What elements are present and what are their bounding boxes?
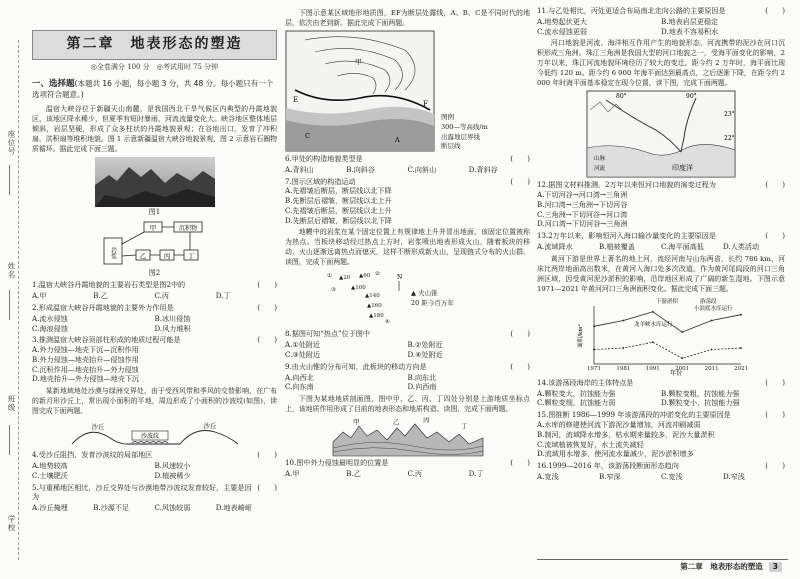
option-c[interactable]: C.流域植被恢复好，水土流失减轻: [537, 439, 644, 449]
option-d[interactable]: D.地表不容易积水: [661, 26, 719, 36]
page-footer: [680, 562, 782, 572]
question-4-options: [32, 461, 277, 481]
option-a[interactable]: A.背斜山: [285, 164, 314, 174]
option-d[interactable]: D.背斜谷: [468, 164, 498, 174]
answer-blank[interactable]: ( ): [257, 280, 277, 290]
margin-label-school: 学校: [7, 515, 16, 532]
option-a[interactable]: A.流水侵蚀: [32, 313, 68, 323]
question-text: 7.图示区域的构造运动: [285, 176, 356, 186]
option-b[interactable]: B.地表岩层更稳定: [661, 16, 719, 26]
chart-point: [652, 311, 654, 313]
chart-point: [652, 341, 654, 343]
question-text: 10.图中外力侵蚀最明显的位置是: [285, 458, 389, 468]
chart-legend-2: 游荡段: [700, 298, 717, 305]
svg-text:甲: 甲: [355, 58, 362, 66]
dune-diagram: [70, 418, 240, 448]
page-number: 3: [769, 562, 782, 572]
question-13: [537, 231, 785, 241]
option-c[interactable]: C.沉积作用—地壳抬升—外力侵蚀: [32, 364, 139, 374]
answer-blank[interactable]: ( ): [765, 6, 785, 15]
option-d[interactable]: D.丁: [215, 291, 231, 301]
option-d[interactable]: D.流域用水增多，使河流水量减少，泥沙淤积增多: [537, 449, 694, 459]
map-lat-1: 23°: [724, 111, 735, 119]
option-b[interactable]: B.窄深: [599, 471, 621, 481]
answer-blank[interactable]: ( ): [765, 410, 785, 420]
svg-text:丁: 丁: [460, 422, 467, 431]
question-8-options: [285, 340, 530, 360]
option-b[interactable]: B.向东北: [407, 372, 437, 382]
option-c[interactable]: C.颗粒变细，抗蚀能力弱: [537, 398, 616, 408]
option-c[interactable]: C.丙: [154, 291, 170, 301]
question-text: 3.推测温宿大峡谷顶部柱形成的地质过程可能是: [32, 335, 181, 345]
chart-y-label: 面积/km²: [578, 324, 584, 348]
rock-cycle-diagram: [100, 220, 210, 268]
question-3-options: [32, 345, 277, 384]
column-right: [537, 4, 785, 482]
chart-point: [740, 314, 742, 316]
section-title: 一、选择题: [32, 78, 75, 89]
answer-blank[interactable]: ( ): [257, 302, 277, 312]
answer-blank[interactable]: ( ): [765, 461, 785, 471]
question-14-options: [537, 389, 785, 409]
svg-text:▲20: ▲20: [339, 275, 351, 282]
legend-volcano: ▲ 火山锥: [411, 289, 438, 298]
svg-text:▲140: ▲140: [365, 293, 380, 300]
question-14: [537, 378, 785, 388]
option-a[interactable]: A.外力侵蚀—地壳下沉—沉积作用: [32, 345, 139, 355]
chart-series-line: [594, 342, 741, 358]
answer-blank[interactable]: ( ): [510, 154, 530, 163]
hotspot-legend: [411, 288, 454, 309]
question-5: [32, 483, 277, 503]
question-text: 11.与乙处相比，丙处更适合布局南北走向公路的主要原因是: [537, 6, 726, 15]
question-12: [537, 180, 785, 190]
option-d[interactable]: D.丁: [468, 468, 484, 478]
option-d[interactable]: D.地壳抬升—外力侵蚀—地壳下沉: [32, 374, 140, 384]
question-7: [285, 177, 530, 187]
question-6-options: [285, 165, 530, 175]
chart-x-tick: 1971: [587, 365, 601, 372]
chart-x-tick: 1981: [616, 365, 631, 372]
chart-point: [711, 348, 713, 350]
option-a[interactable]: A.水库的修建使河流下游泥沙量增加，河流冲刷减弱: [537, 419, 701, 429]
question-text: 13.2万年以来，影响恒河入海口输沙量变化的主要原因是: [537, 231, 716, 241]
option-d[interactable]: D.河口湾→下切河谷→三角洲: [537, 219, 628, 229]
answer-blank[interactable]: ( ): [257, 450, 277, 460]
question-1-options: [32, 291, 277, 301]
exam-meta: ◎全卷满分 100 分 ◎考试用时 75 分钟: [90, 63, 219, 71]
margin-label-seat: 座位号: [7, 130, 16, 156]
question-1: [32, 280, 277, 290]
footer-chapter: 第二章 地表形态的塑造: [680, 561, 763, 571]
answer-blank[interactable]: ( ): [510, 329, 530, 339]
option-b[interactable]: B.乙: [346, 468, 361, 478]
svg-text:▲100: ▲100: [351, 285, 366, 292]
fig2-label-left: 岩浆: [109, 246, 116, 259]
legend-title: 图例: [441, 113, 454, 121]
option-c[interactable]: C.宽浅: [661, 471, 683, 481]
question-12-options: [537, 190, 785, 229]
chart-point: [623, 319, 625, 321]
question-text: 1.温宿大峡谷丹霞地貌的主要岩石类型是图2中的: [32, 280, 186, 290]
svg-text:甲: 甲: [352, 418, 359, 427]
chart-point: [740, 347, 742, 349]
svg-text:乙: 乙: [392, 418, 399, 427]
option-c[interactable]: C.丙: [407, 468, 423, 478]
answer-blank[interactable]: ( ): [510, 361, 530, 371]
option-b[interactable]: B.沙源不足: [93, 503, 130, 513]
question-text: 14.该游荡段海岸的主体特点是: [537, 377, 634, 387]
question-8: [285, 329, 530, 339]
option-c[interactable]: C.流水侵蚀更弱: [537, 26, 587, 36]
question-text: 16.1999—2016 年，该游荡段断面形态趋向: [537, 461, 679, 471]
question-text: 8.据图可知“热点”位于图中: [285, 329, 370, 339]
question-text: 4.受沙丘阻挡，发育沙波纹的局部地区: [32, 450, 153, 460]
option-a[interactable]: A.宽浅: [537, 471, 559, 481]
svg-text:③: ③: [331, 287, 336, 294]
chart-annotation-2: 龙羊峡水库运行: [634, 321, 673, 328]
question-10-options: [285, 469, 530, 479]
option-c[interactable]: C.土壤肥沃: [32, 470, 68, 480]
option-d[interactable]: D.先断层后褶皱，断层线以北下降: [285, 215, 393, 225]
svg-text:②: ②: [375, 271, 380, 278]
passage-3: 下图示意某区域地形地质图，EF为断层处露线，A、B、C是不同时代的地层，依次由老到新。据此完成下面两题。: [285, 9, 530, 27]
geo-map-wrap: [285, 30, 530, 152]
option-a[interactable]: A.甲: [32, 291, 47, 301]
question-7-options: [285, 186, 530, 225]
question-16-options: [537, 472, 785, 482]
answer-blank[interactable]: ( ): [510, 176, 530, 186]
question-text: 2.形成温宿大峡谷丹霞地貌的主要外力作用是: [32, 302, 174, 312]
map-lon-1: 80°: [616, 93, 627, 101]
hotspot-wrap: [325, 269, 530, 327]
option-b[interactable]: B.颗粒变粗，抗蚀能力强: [661, 388, 740, 398]
answer-blank[interactable]: ( ): [765, 231, 785, 241]
option-d[interactable]: D.颗粒变小，抗蚀能力强: [661, 398, 740, 408]
chart-x-tick: 2021: [734, 365, 748, 372]
answer-blank[interactable]: ( ): [765, 180, 785, 190]
svg-text:①: ①: [327, 273, 332, 280]
passage-5: 下图为某地地质剖面图，图中甲、乙、丙、丁四处分别是上游地质坐标点上，该地质作用形成了目前的地表形态和地质构造。读图，完成下面两题。: [285, 395, 530, 414]
question-9-options: [285, 373, 530, 393]
margin-label-class: 班级: [7, 395, 16, 412]
question-2: [32, 303, 277, 313]
option-a[interactable]: A.下切河谷→河口湾→三角洲: [537, 190, 628, 200]
fig2-label-e: 丁: [187, 251, 194, 260]
option-d[interactable]: D.植被稀少: [154, 470, 191, 480]
footer-rule: [537, 559, 788, 560]
delta-area-chart: [576, 296, 746, 376]
answer-blank[interactable]: ( ): [257, 335, 277, 345]
option-a[interactable]: A.流域降水: [537, 242, 573, 252]
question-11-options: [537, 17, 785, 37]
option-a[interactable]: A.地势起伏更大: [537, 16, 587, 26]
option-a[interactable]: A.甲: [285, 468, 300, 478]
question-text: 9.由火山锥的分布可知，此板块的移动方向是: [285, 361, 427, 371]
svg-text:④: ④: [385, 319, 390, 326]
chart-point: [681, 357, 683, 359]
option-b[interactable]: B.植被覆盖: [599, 242, 635, 252]
legend-age: 20 距今百万年: [411, 299, 454, 308]
option-b[interactable]: B.冰川侵蚀: [154, 313, 191, 323]
option-c[interactable]: C.海平面高低: [661, 242, 704, 252]
answer-blank[interactable]: ( ): [510, 458, 530, 468]
chart-x-tick: 2001: [675, 365, 690, 372]
option-c[interactable]: C.③处附近: [285, 350, 321, 360]
map-lon-2: 90°: [686, 93, 697, 101]
question-text: 12.据图文材料推测，2万年以来恒河口地貌的演变过程为: [537, 180, 716, 190]
question-2-options: [32, 314, 277, 334]
chart-point: [593, 348, 595, 350]
question-6: [285, 154, 530, 164]
geologic-map: [285, 30, 435, 152]
option-a[interactable]: A.地势较高: [32, 461, 68, 470]
fig2-label-c: 乙: [139, 251, 146, 260]
geo-map-legend: [441, 113, 488, 152]
svg-text:A: A: [395, 136, 400, 144]
answer-blank[interactable]: ( ): [765, 377, 785, 387]
svg-text:F: F: [423, 100, 428, 108]
svg-text:C: C: [305, 132, 310, 140]
option-b[interactable]: B.先断层后褶皱，断层线以北上升: [285, 196, 392, 206]
svg-text:E: E: [293, 96, 299, 104]
passage-4: 地幔中的岩浆在某个固定位置上有规律地上升并冒出地面，该固定位置被称为热点。当板块移动经过热点上方时，岩浆喷出地表形成火山，随着板块的移动，火山逐渐远离热点而熄灭，这样不断形成新火山，呈现链式分布的火山群。读图，完成下面两题。: [285, 228, 530, 267]
chart-point: [681, 331, 683, 333]
chart-x-tick: 1991: [645, 365, 660, 372]
chart-annotation-1: 小浪底水库运行: [694, 305, 733, 312]
margin-blank: [9, 290, 10, 320]
option-d[interactable]: D.风力堆积: [154, 323, 191, 333]
chart-x-label: 年份: [669, 369, 683, 377]
figure-2-caption: 图2: [148, 268, 161, 277]
option-d[interactable]: D.地表崎岖: [215, 503, 252, 513]
chapter-title: 第二章 地表形态的塑造: [32, 30, 277, 60]
passage-1: 温宿大峡谷位于新疆天山南麓，是我国西北干旱气候区内典型的丹霞地貌区，该地区降水稀少，但夏季有短时暴雨，河流流量变化大。峡谷地区整体地层倾斜，岩层坚硬，形成了众多柱状的丹霞地貌景观；在谷地出口，发育了冲积扇、洪积扇等堆积地貌。图 1 示意新疆温宿大峡谷地貌景观，图 2 示意岩石圈物质循环。据此完成下面三题。: [32, 105, 277, 154]
dune-label-left: 沙丘: [91, 423, 104, 432]
option-c[interactable]: C.三角洲→下切河谷→河口湾: [537, 209, 628, 219]
ganges-delta-map: [586, 90, 736, 178]
binding-margin: [0, 0, 30, 579]
option-b[interactable]: B.乙: [93, 291, 108, 301]
option-b[interactable]: B.河口湾→三角洲→下切河谷: [537, 199, 628, 209]
option-b[interactable]: B.制河，流域降水增多，枯水期来量较多，泥沙大量淤积: [537, 429, 715, 439]
passage-2: 某新地域地处沙漠与绿洲交界处，由于受西风带和季风的交替影响，在广布的新月形沙丘上，常出现小面积的平地，周边形成了小面积的沙波纹(如图)，读图完成下面两题。: [32, 387, 277, 416]
question-4: [32, 450, 277, 460]
chart-x-tick: 2011: [704, 365, 719, 372]
svg-text:▲180: ▲180: [369, 313, 384, 320]
legend-fault: 断层线: [441, 142, 461, 151]
answer-blank[interactable]: ( ): [257, 482, 277, 492]
option-c[interactable]: C.海浪侵蚀: [32, 323, 68, 333]
chart-legend-1: 下游淤积: [656, 298, 679, 305]
question-9: [285, 362, 530, 372]
option-b[interactable]: B.向斜谷: [346, 164, 375, 174]
option-a[interactable]: A.先褶皱后断层，断层线以北下降: [285, 186, 392, 196]
option-c[interactable]: C.先褶皱后断层，断层线以北上升: [285, 205, 392, 215]
dune-label-right: 沙丘: [203, 422, 216, 431]
fig2-label-top: 甲: [149, 223, 156, 232]
hotspot-map: [325, 269, 405, 327]
option-c[interactable]: C.向斜山: [407, 164, 437, 174]
cut-line: [18, 40, 19, 560]
question-10: [285, 458, 530, 468]
option-a[interactable]: A.颗粒变大，抗蚀能力强: [537, 388, 616, 398]
map-lat-2: 22°: [724, 135, 735, 143]
column-middle: [285, 6, 530, 479]
legend-contour: 300—等高线/m: [441, 122, 488, 131]
map-ocean: 印度洋: [672, 164, 693, 173]
map-legend-river: 河流: [594, 166, 606, 173]
option-c[interactable]: C.风蚀较弱: [154, 503, 191, 513]
passage-7: 黄河下游是世界上著名的地上河，流经河南与山东两省，长约 786 km，河床比两岸地面高出数米，在黄河入海口处多次改道。作为黄河尾闾段的河口三角洲区域，因受黄河泥沙淤积的影响，沿岸地区形成了广阔的新生湿地。下图示意 1971—2021 年黄河河口三角洲面积变化。据此完成下面三题。: [537, 254, 785, 293]
svg-text:▲160: ▲160: [367, 303, 382, 310]
option-d[interactable]: D.④处附近: [407, 350, 443, 360]
legend-boundary: 出露地层界线: [441, 132, 480, 141]
dune-label-mid: 沙波纹: [140, 433, 159, 441]
section-instructions: (本题共 16 小题，每小题 3 分，共 48 分。每小题只有一个选项符合题意。): [32, 78, 274, 100]
svg-text:▲60: ▲60: [359, 273, 371, 280]
margin-label-name: 姓名: [7, 262, 16, 279]
option-b[interactable]: B.②处附近: [407, 340, 443, 350]
question-16: [537, 461, 785, 471]
question-text: 5.与重稀地区相比，沙丘交界处与沙漠地带沙波纹发育较好，主要是因为: [32, 482, 252, 502]
margin-blank: [9, 425, 10, 455]
passage-6: 河口地貌是河流、海洋相互作用产生的地貌形态，河流携带的泥沙在河口沉积形成三角洲。珠江三角洲是我国大型的河口地貌之一，受海平面变化的影响，2 万年以来，珠江河流地貌环境经历了较大的变迁。距今约 2 万年时，海平面比现今低约 120 m。距今约 6 000 年海平面达到最高点，之后逐渐下降，在距今约 2 000 年时海平面基本稳定在现今位置，读下图，完成下面两题。: [537, 39, 785, 88]
question-15-options: [537, 420, 785, 459]
option-a[interactable]: A.沙丘掩埋: [32, 503, 68, 513]
chart-point: [593, 325, 595, 327]
north-label: N: [397, 274, 403, 282]
margin-blank: [9, 165, 10, 195]
option-d[interactable]: D.向西南: [407, 382, 437, 392]
chart-point: [711, 319, 713, 321]
section-heading: [32, 79, 277, 102]
option-b[interactable]: B.外力侵蚀—地壳抬升—侵蚀作用: [32, 354, 139, 364]
figure-1-caption: 图1: [148, 208, 161, 217]
option-a[interactable]: A.向西北: [285, 372, 314, 382]
question-text: 6.甲处的构造地貌类型是: [285, 154, 363, 163]
option-d[interactable]: D.窄浅: [723, 471, 745, 481]
column-left: [32, 0, 277, 513]
svg-text:丙: 丙: [422, 416, 429, 425]
fig2-label-right: 沉积物: [178, 224, 197, 232]
question-15: [537, 410, 785, 420]
question-5-options: [32, 503, 277, 513]
chart-point: [623, 347, 625, 349]
question-13-options: [537, 242, 785, 252]
map-legend-mountain: 山脉: [594, 156, 606, 163]
geologic-section: [333, 416, 483, 456]
option-b[interactable]: B.风速较小: [154, 461, 191, 470]
option-c[interactable]: C.向东南: [285, 382, 314, 392]
question-text: 15.图推断 1986—1999 年该游荡段的冲淤变化的主要原因是: [537, 410, 731, 420]
question-3: [32, 335, 277, 345]
option-a[interactable]: A.①处附近: [285, 340, 321, 350]
chart-axes: [594, 306, 741, 364]
canyon-photo: [95, 157, 215, 207]
option-d[interactable]: D.人类活动: [723, 242, 760, 252]
question-11: [537, 6, 785, 16]
fig2-label-d: 丙: [163, 251, 170, 260]
